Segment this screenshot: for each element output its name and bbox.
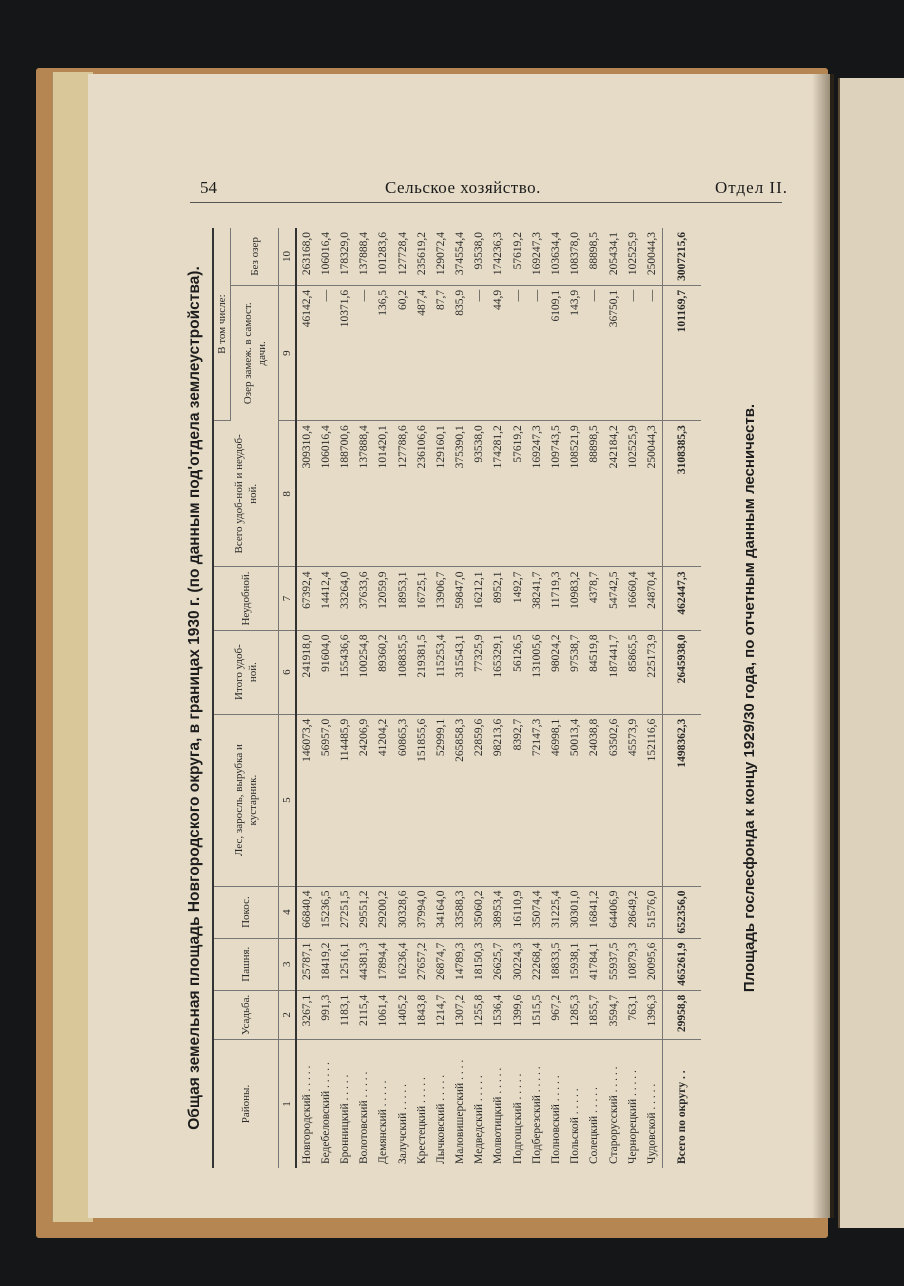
- table-cell: 17894,4: [374, 938, 393, 990]
- table-cell: 1399,6: [508, 990, 527, 1039]
- table-cell: 151855,6: [412, 714, 431, 886]
- col-les: Лес, заросль, вырубка и кустарник.: [213, 714, 279, 886]
- gutter-shadow: [812, 74, 834, 1218]
- table-row: [355, 228, 374, 1168]
- table-cell: 13906,7: [431, 567, 450, 630]
- table-cell: 16212,1: [470, 567, 489, 630]
- table-cell: 89360,2: [374, 630, 393, 714]
- table-cell: 1855,7: [585, 990, 604, 1039]
- table-cell: 137888,4: [355, 421, 374, 567]
- district-name: Залучский . . . . .: [396, 1084, 409, 1164]
- table-row: [604, 228, 623, 1168]
- table-cell: 38241,7: [527, 567, 546, 630]
- table-cell: 57619,2: [508, 228, 527, 285]
- table-row: [431, 228, 450, 1168]
- table-row: [566, 228, 585, 1168]
- table-cell: —: [508, 285, 527, 420]
- total-cell: 29958,8: [662, 990, 701, 1039]
- table-cell: 37994,0: [412, 886, 431, 938]
- table-cell: 1405,2: [393, 990, 412, 1039]
- table-row: [642, 228, 662, 1168]
- land-area-table: [212, 228, 701, 1168]
- table-cell: 84519,8: [585, 630, 604, 714]
- table-cell: 46142,4: [296, 285, 316, 420]
- table-cell: 1255,8: [470, 990, 489, 1039]
- table-cell: 56957,0: [316, 714, 335, 886]
- district-name: Медведский . . . . .: [473, 1075, 486, 1164]
- table-cell: 30301,0: [566, 886, 585, 938]
- table-cell: 51576,0: [642, 886, 662, 938]
- table-cell: —: [585, 285, 604, 420]
- table-cell: 15938,1: [566, 938, 585, 990]
- table-cell: 114485,9: [335, 714, 354, 886]
- table-cell: 102525,9: [623, 421, 642, 567]
- district-name: Лычковский . . . . .: [434, 1074, 447, 1164]
- table-cell: 54742,5: [604, 567, 623, 630]
- table-cell: —: [642, 285, 662, 420]
- table-cell: 235619,2: [412, 228, 431, 285]
- col-number: 10: [279, 228, 297, 285]
- facing-page: [838, 78, 904, 1228]
- part-label: Отдел II.: [715, 178, 788, 197]
- table-cell: 36750,1: [604, 285, 623, 420]
- table-cell: 29551,2: [355, 886, 374, 938]
- table-row: [374, 228, 393, 1168]
- table-cell: 763,1: [623, 990, 642, 1039]
- col-number: 9: [279, 285, 297, 420]
- table-cell: 236106,6: [412, 421, 431, 567]
- table-row: [412, 228, 431, 1168]
- table-cell: 57619,2: [508, 421, 527, 567]
- table-cell: 46998,1: [546, 714, 565, 886]
- table-cell: 991,3: [316, 990, 335, 1039]
- district-name: Новгородский . . . . .: [300, 1065, 313, 1164]
- district-name: Демянский . . . . .: [377, 1080, 390, 1164]
- table-cell: 263168,0: [296, 228, 316, 285]
- table-cell: 24038,8: [585, 714, 604, 886]
- table-cell: 3267,1: [296, 990, 316, 1039]
- table-cell: 98024,2: [546, 630, 565, 714]
- table-cell: —: [527, 285, 546, 420]
- total-row: [662, 228, 701, 1168]
- table-cell: 967,2: [546, 990, 565, 1039]
- table-cell: 146073,4: [296, 714, 316, 886]
- table-cell: 165329,1: [489, 630, 508, 714]
- total-cell: 1498362,3: [662, 714, 701, 886]
- district-name: Полновский . . . . .: [550, 1075, 563, 1164]
- table-cell: 22859,6: [470, 714, 489, 886]
- table-cell: —: [316, 285, 335, 420]
- table-cell: 22268,4: [527, 938, 546, 990]
- table-cell: 10879,3: [623, 938, 642, 990]
- table-cell: 64406,9: [604, 886, 623, 938]
- total-cell: 101169,7: [662, 285, 701, 420]
- table-cell: 67392,4: [296, 567, 316, 630]
- next-table-title: Площадь гослесфонда к концу 1929/30 года, по отчетным данным лесничеств.: [741, 403, 758, 993]
- district-name: Подберезский . . . . .: [530, 1066, 543, 1164]
- district-name: Бедебеловский . . . . .: [319, 1062, 332, 1164]
- header-rule: [190, 202, 782, 203]
- table-cell: 100254,8: [355, 630, 374, 714]
- table-row: [393, 228, 412, 1168]
- table-cell: 169247,3: [527, 421, 546, 567]
- total-cell: 2645938,0: [662, 630, 701, 714]
- table-cell: 1536,4: [489, 990, 508, 1039]
- table-cell: 29200,2: [374, 886, 393, 938]
- table-cell: 63502,6: [604, 714, 623, 886]
- table-title: Общая земельная площадь Новгородского округа, в границах 1930 г. (по данным под'отдела землеустройства).: [186, 266, 203, 1130]
- table-cell: 127728,4: [393, 228, 412, 285]
- table-cell: 87,7: [431, 285, 450, 420]
- table-cell: 27251,5: [335, 886, 354, 938]
- total-cell: 462447,3: [662, 567, 701, 630]
- section-title: Сельское хозяйство.: [385, 178, 541, 197]
- table-row: [585, 228, 604, 1168]
- table-cell: 1183,1: [335, 990, 354, 1039]
- table-cell: 1214,7: [431, 990, 450, 1039]
- table-cell: 374554,4: [451, 228, 470, 285]
- table-cell: 30224,3: [508, 938, 527, 990]
- table-cell: 242184,2: [604, 421, 623, 567]
- table-cell: 15236,5: [316, 886, 335, 938]
- table-cell: 309310,4: [296, 421, 316, 567]
- table-cell: 10371,6: [335, 285, 354, 420]
- table-cell: 188700,6: [335, 421, 354, 567]
- table-row: [451, 228, 470, 1168]
- table-cell: 136,5: [374, 285, 393, 420]
- table-cell: 152116,6: [642, 714, 662, 886]
- col-number: 7: [279, 567, 297, 630]
- table-cell: 16236,4: [393, 938, 412, 990]
- table-cell: 24206,9: [355, 714, 374, 886]
- table-cell: 34164,0: [431, 886, 450, 938]
- table-cell: 8952,1: [489, 567, 508, 630]
- table-cell: 26874,7: [431, 938, 450, 990]
- table-cell: 127788,6: [393, 421, 412, 567]
- col-ozer: Озер замеж. в самост. дачи.: [231, 285, 279, 420]
- district-name: Подгощский . . . . .: [511, 1073, 524, 1164]
- table-cell: 1285,3: [566, 990, 585, 1039]
- table-cell: 14412,4: [316, 567, 335, 630]
- table-cell: 37633,6: [355, 567, 374, 630]
- table-cell: 11719,3: [546, 567, 565, 630]
- table-cell: 45573,9: [623, 714, 642, 886]
- table-cell: 85865,5: [623, 630, 642, 714]
- total-label: Всего по округу . .: [662, 1040, 701, 1169]
- table-cell: 102525,9: [623, 228, 642, 285]
- table-cell: 4378,7: [585, 567, 604, 630]
- col-number: 4: [279, 886, 297, 938]
- table-cell: 14789,3: [451, 938, 470, 990]
- table-cell: 3594,7: [604, 990, 623, 1039]
- table-cell: 8392,7: [508, 714, 527, 886]
- col-districts: Районы.: [213, 1040, 279, 1169]
- table-cell: 44,9: [489, 285, 508, 420]
- table-cell: 250044,3: [642, 228, 662, 285]
- table-row: [623, 228, 642, 1168]
- table-row: [489, 228, 508, 1168]
- table-cell: 10983,2: [566, 567, 585, 630]
- district-name: Молвотицкий . . . . .: [492, 1067, 505, 1164]
- table-cell: 91604,0: [316, 630, 335, 714]
- table-cell: 28649,2: [623, 886, 642, 938]
- table-cell: 55937,5: [604, 938, 623, 990]
- table-cell: 35060,2: [470, 886, 489, 938]
- table-cell: 178329,0: [335, 228, 354, 285]
- table-cell: 106016,4: [316, 228, 335, 285]
- table-cell: 103634,4: [546, 228, 565, 285]
- table-cell: 1515,5: [527, 990, 546, 1039]
- table-cell: 174236,3: [489, 228, 508, 285]
- table-row: [527, 228, 546, 1168]
- table-cell: 12059,9: [374, 567, 393, 630]
- table-cell: 129072,4: [431, 228, 450, 285]
- table-cell: 241918,0: [296, 630, 316, 714]
- table-cell: 97538,7: [566, 630, 585, 714]
- table-cell: 115253,4: [431, 630, 450, 714]
- table-cell: 88898,5: [585, 228, 604, 285]
- table-cell: 1843,8: [412, 990, 431, 1039]
- table-cell: 108521,9: [566, 421, 585, 567]
- table-cell: 18953,1: [393, 567, 412, 630]
- district-name: Чернорецкий . . . . .: [626, 1070, 639, 1164]
- table-cell: 219381,5: [412, 630, 431, 714]
- table-cell: 250044,3: [642, 421, 662, 567]
- table-cell: 129160,1: [431, 421, 450, 567]
- table-cell: 18833,5: [546, 938, 565, 990]
- table-cell: 16110,9: [508, 886, 527, 938]
- table-cell: 77325,9: [470, 630, 489, 714]
- table-cell: 16725,1: [412, 567, 431, 630]
- table-row: [296, 228, 316, 1168]
- table-cell: 93538,0: [470, 228, 489, 285]
- col-usadba: Усадьба.: [213, 990, 279, 1039]
- table-cell: 106016,4: [316, 421, 335, 567]
- table-cell: 18150,3: [470, 938, 489, 990]
- table-cell: —: [470, 285, 489, 420]
- table-cell: 33588,3: [451, 886, 470, 938]
- col-number: 6: [279, 630, 297, 714]
- table-cell: 12516,1: [335, 938, 354, 990]
- table-cell: 41784,1: [585, 938, 604, 990]
- table-cell: 60865,3: [393, 714, 412, 886]
- table-cell: 225173,9: [642, 630, 662, 714]
- table-cell: 35074,4: [527, 886, 546, 938]
- district-name: Крестецкий . . . . .: [415, 1077, 428, 1164]
- table-row: [470, 228, 489, 1168]
- table-cell: 1307,2: [451, 990, 470, 1039]
- table-cell: 1492,7: [508, 567, 527, 630]
- table-cell: 24870,4: [642, 567, 662, 630]
- table-cell: —: [623, 285, 642, 420]
- table-cell: 131005,6: [527, 630, 546, 714]
- table-cell: 155436,6: [335, 630, 354, 714]
- table-cell: 174281,2: [489, 421, 508, 567]
- table-cell: 375390,1: [451, 421, 470, 567]
- col-vsego: Всего удоб-ной и неудоб-ной.: [213, 421, 279, 567]
- table-row: [508, 228, 527, 1168]
- district-name: Маловишерский . . . .: [454, 1059, 467, 1164]
- table-cell: 109743,5: [546, 421, 565, 567]
- table-cell: 137888,4: [355, 228, 374, 285]
- table-cell: 169247,3: [527, 228, 546, 285]
- table-cell: 205434,1: [604, 228, 623, 285]
- table-cell: 93538,0: [470, 421, 489, 567]
- table-cell: —: [355, 285, 374, 420]
- table-cell: 27657,2: [412, 938, 431, 990]
- col-number: 3: [279, 938, 297, 990]
- col-neudob: Неудобной.: [213, 567, 279, 630]
- table-cell: 101420,1: [374, 421, 393, 567]
- table-cell: 26625,7: [489, 938, 508, 990]
- table-cell: 44381,3: [355, 938, 374, 990]
- table-cell: 38953,4: [489, 886, 508, 938]
- table-cell: 18419,2: [316, 938, 335, 990]
- table-cell: 315543,1: [451, 630, 470, 714]
- table-cell: 835,9: [451, 285, 470, 420]
- table-body: [296, 228, 701, 1168]
- table-cell: 20095,6: [642, 938, 662, 990]
- running-header: [190, 178, 790, 202]
- rotated-content: [186, 228, 786, 1168]
- district-name: Бронницкий . . . . .: [338, 1074, 351, 1164]
- table-cell: 41204,2: [374, 714, 393, 886]
- table-cell: 16660,4: [623, 567, 642, 630]
- table-cell: 187441,7: [604, 630, 623, 714]
- table-cell: 265858,3: [451, 714, 470, 886]
- table-cell: 16841,2: [585, 886, 604, 938]
- col-itogo: Итого удоб-ной.: [213, 630, 279, 714]
- page-number: 54: [200, 178, 217, 197]
- col-v-tom: В том числе:: [213, 228, 231, 421]
- table-cell: 52999,1: [431, 714, 450, 886]
- district-name: Волотовский . . . . .: [358, 1071, 371, 1164]
- table-cell: 25787,1: [296, 938, 316, 990]
- col-pokos: Покос.: [213, 886, 279, 938]
- table-cell: 31225,4: [546, 886, 565, 938]
- table-cell: 6109,1: [546, 285, 565, 420]
- col-number: 8: [279, 421, 297, 567]
- table-cell: 98213,6: [489, 714, 508, 886]
- col-bez: Без озер: [231, 228, 279, 285]
- district-name: Польской . . . . .: [569, 1088, 582, 1164]
- page-edges: [52, 72, 93, 1222]
- table-cell: 487,4: [412, 285, 431, 420]
- table-row: [316, 228, 335, 1168]
- table-cell: 30328,6: [393, 886, 412, 938]
- table-cell: 2115,4: [355, 990, 374, 1039]
- table-cell: 72147,3: [527, 714, 546, 886]
- table-cell: 59847,0: [451, 567, 470, 630]
- table-cell: 1061,4: [374, 990, 393, 1039]
- table-row: [335, 228, 354, 1168]
- table-cell: 101283,6: [374, 228, 393, 285]
- table-cell: 108378,0: [566, 228, 585, 285]
- district-name: Чудовской . . . . .: [645, 1083, 658, 1164]
- total-cell: 3007215,6: [662, 228, 701, 285]
- col-number: 5: [279, 714, 297, 886]
- district-name: Старорусский . . . . .: [607, 1066, 620, 1164]
- table-cell: 66840,4: [296, 886, 316, 938]
- total-cell: 652356,0: [662, 886, 701, 938]
- table-cell: 56126,5: [508, 630, 527, 714]
- total-cell: 3108385,3: [662, 421, 701, 567]
- table-cell: 143,9: [566, 285, 585, 420]
- table-row: [546, 228, 565, 1168]
- table-cell: 1396,3: [642, 990, 662, 1039]
- table-cell: 50013,4: [566, 714, 585, 886]
- total-cell: 465261,9: [662, 938, 701, 990]
- district-name: Солецкий . . . . .: [588, 1087, 601, 1164]
- table-cell: 33264,0: [335, 567, 354, 630]
- col-pashnya: Пашня.: [213, 938, 279, 990]
- table-cell: 88898,5: [585, 421, 604, 567]
- table-cell: 60,2: [393, 285, 412, 420]
- col-number: 1: [279, 1040, 297, 1169]
- col-number: 2: [279, 990, 297, 1039]
- table-cell: 108835,5: [393, 630, 412, 714]
